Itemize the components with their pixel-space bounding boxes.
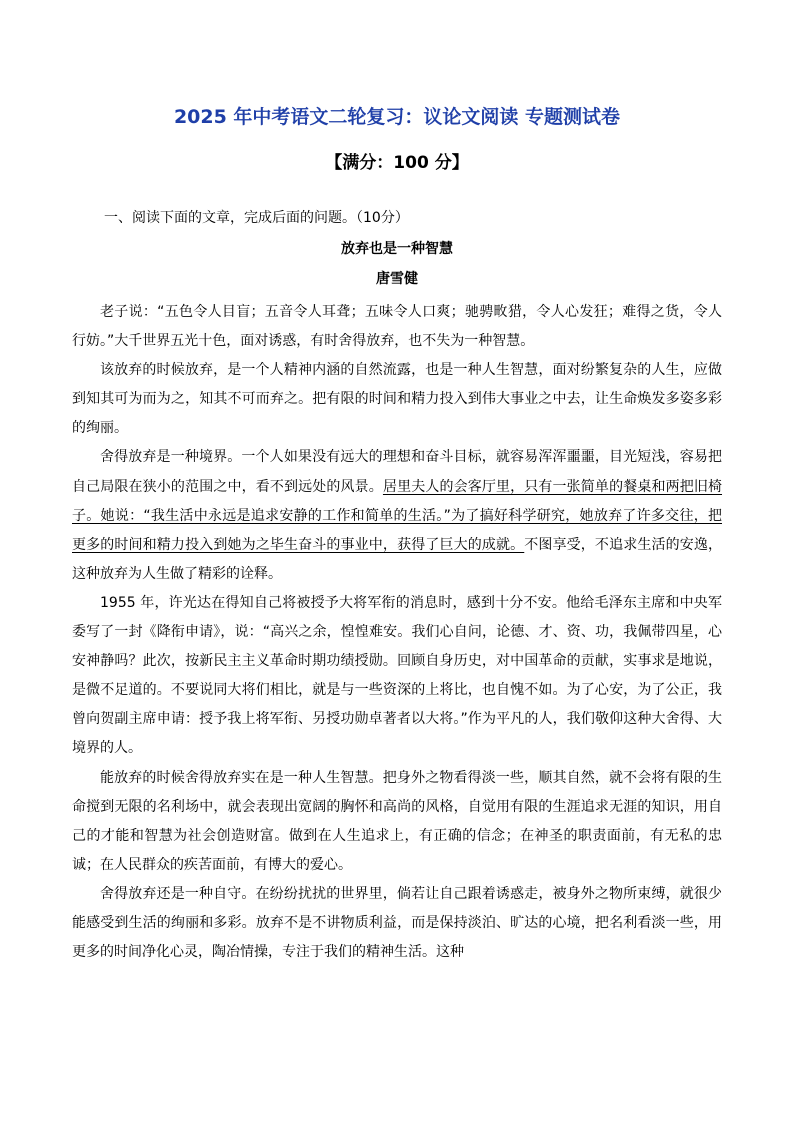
paragraph-4: 1955 年，许光达在得知自己将被授予大将军衔的消息时，感到十分不安。他给毛泽东主席和中央军委写了一封《降衔申请》，说：“高兴之余，惶惶难安。我们心自问，论德、才、资、功，我佩带四星，心安神静吗？此次，按新民主主义革命时期功绩授勋。回顾自身历史，对中国革命的贡献，实事求是地说，是微不足道的。不要说同大将们相比，就是与一些资深的上将比，也自愧不如。为了心安，为了公正，我曾向贺副主席申请：授予我上将军衔、另授功勋卓著者以大将。”作为平凡的人，我们敬仰这种大舍得、大境界的人。 [72, 594, 722, 757]
article-title: 放弃也是一种智慧 [341, 241, 453, 257]
article-author: 唐雪健 [376, 271, 418, 287]
paragraph-2: 该放弃的时候放弃，是一个人精神内涵的自然流露，也是一种人生智慧，面对纷繁复杂的人生，应做到知其可为而为之，知其不可而弃之。把有限的时间和精力投入到伟大事业之中去，让生命焕发多姿多彩的绚丽。 [72, 362, 722, 437]
paragraph-6: 舍得放弃还是一种自守。在纷纷扰扰的世界里，倘若让自己跟着诱惑走，被身外之物所束缚，就很少能感受到生活的绚丽和多彩。放弃不是不讲物质利益，而是保持淡泊、旷达的心境，把名利看淡一些，用更多的时间净化心灵，陶冶情操，专注于我们的精神生活。这种 [72, 885, 722, 961]
paragraph-3-tail: 不图享受，不追求生活的安逸，这种放弃为人生做了精彩的诠释。 [72, 536, 722, 582]
section-heading: 一、阅读下面的文章，完成后面的问题。（10分） [104, 210, 409, 226]
full-score-label: 【满分：100 分】 [325, 153, 469, 173]
underlined-passage: 居里夫人的会客厅里，只有一张简单的餐桌和两把旧椅子。她说：“我生活中永远是追求安静的工作和简单的生活。”为了搞好科学研究，她放弃了许多交往，把更多的时间和精力投入到她为之毕生奋斗的事业中，获得了巨大的成就。 [72, 478, 723, 553]
article-body [72, 298, 722, 967]
document-title: 2025 年中考语文二轮复习：议论文阅读 专题测试卷 [173, 106, 621, 128]
paragraph-5: 能放弃的时候舍得放弃实在是一种人生智慧。把身外之物看得淡一些，顺其自然，就不会将有限的生命搅到无限的名利场中，就会表现出宽阔的胸怀和高尚的风格，自觉用有限的生涯追求无涯的知识，用自己的才能和智慧为社会创造财富。做到在人生追求上，有正确的信念；在神圣的职责面前，有无私的忠诚；在人民群众的疾苦面前，有博大的爱心。 [72, 769, 722, 873]
paragraph-3-lead: 舍得放弃是一种境界。一个人如果没有远大的理想和奋斗目标，就容易浑浑噩噩，目光短浅，容易把自己局限在狭小的范围之中，看不到远处的风景。 [72, 449, 722, 495]
paragraph-3 [72, 443, 722, 588]
paragraph-1: 老子说：“五色令人目盲；五音令人耳聋；五味令人口爽；驰骋畋猎，令人心发狂；难得之货，令人行妨。”大千世界五光十色，面对诱惑，有时舍得放弃，也不失为一种智慧。 [72, 304, 722, 350]
